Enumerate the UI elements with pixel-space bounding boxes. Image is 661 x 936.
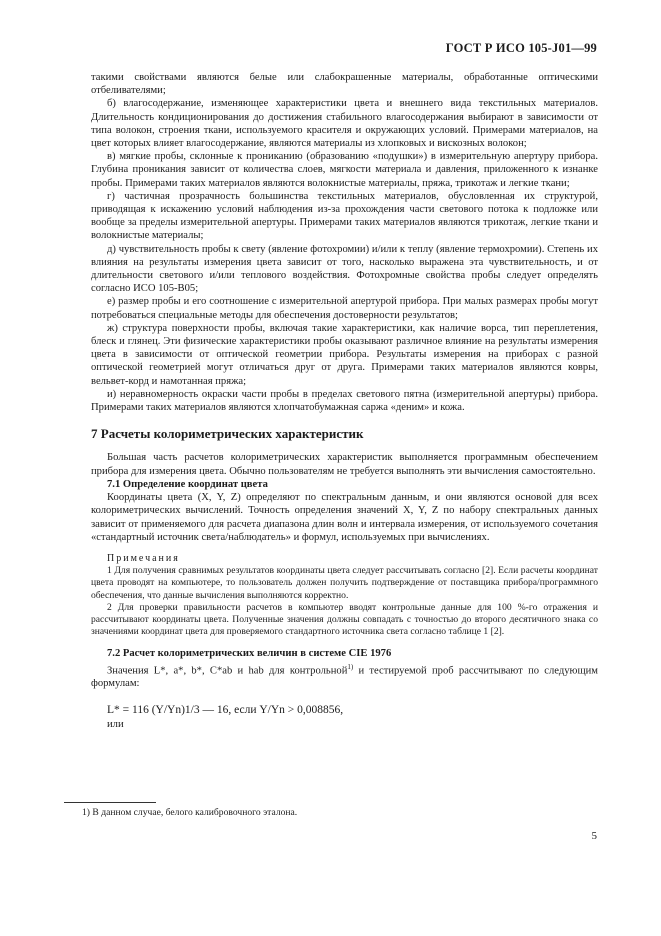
page-number: 5 [591, 830, 597, 842]
subsection-7-1-heading: 7.1 Определение координат цвета [107, 478, 268, 490]
formula-lightness: L* = 116 (Y/Yn)1/3 — 16, если Y/Yn > 0,008856, [107, 704, 344, 717]
formula-or: или [107, 718, 124, 730]
paragraph-v: в) мягкие пробы, склонные к прониканию (образованию «подушки») в измерительную апертуру прибора. Глубина проникания зависит от количества слоев, мягкости материала и давления, приложенного к изнанке пробы. Примерами таких материалов являются волокнистые материалы, пряжа, трикотаж и легкие ткани; [91, 151, 598, 189]
section-7-heading: 7 Расчеты колориметрических характеристик [91, 426, 364, 442]
note-1: 1 Для получения сравнимых результатов координаты цвета следует рассчитывать согласно [2]. Если расчеты координат цвета проводят на компьютере, то пользователь должен получить подтверждение от поставщика прибора/программного обеспечения, что данные вычисления выполняются корректно. [91, 565, 598, 601]
paragraph: такими свойствами являются белые или слабокрашенные материалы, обработанные оптическими отбеливателями; [91, 72, 598, 97]
subsection-7-2-text [91, 661, 598, 691]
subsection-7-1-text: Координаты цвета (X, Y, Z) определяют по спектральным данным, и они являются основой для всех колориметрических вычислений. Точность определения значений X, Y, Z по набору спектральных данных зависит от применяемого для расчета диапазона длин волн и интервала измерения, от используемого сочетания «стандартный источник света/наблюдатель» и формул, используемых при вычислениях. [91, 492, 598, 543]
paragraph-g: г) частичная прозрачность большинства текстильных материалов, обусловленная их структурой, приводящая к искажению условий наблюдения из-за прохождения части светового потока к подложке или вообще за пределы измерительной апертуры. Примерами таких материалов являются трикотаж, легкие ткани и волокнистые материалы; [91, 190, 598, 242]
subsection-7-2-text-a: Значения L*, a*, b*, C*ab и hab для контрольной [107, 665, 348, 677]
footnote: 1) В данном случае, белого калибровочного эталона. [82, 807, 298, 818]
subsection-7-2-heading: 7.2 Расчет колориметрических величин в системе CIE 1976 [107, 648, 392, 660]
paragraph-zh: ж) структура поверхности пробы, включая такие характеристики, как наличие ворса, тип переплетения, блеск и глянец. Эти физические характеристики пробы оказывают различное влияние на результаты измерения цвета в зависимости от оптической геометрии прибора. Результаты измерения на приборах с разной оптической геометрией могут отличаться друг от друга. Примерами таких материалов являются ковры, вельвет-корд и намотанная пряжа; [91, 322, 598, 387]
subsection-7-2-text-b: и тестируемой проб рассчитывают по следующим формулам: [91, 665, 598, 690]
note-2: 2 Для проверки правильности расчетов в компьютер вводят контрольные данные для 100 %-го отражения и рассчитывают координаты цвета. Полученные значения должны совпадать с точностью до второго десятичного знака со значениями координат цвета для проверяемого стандартного источника света согласно таблице 1 [2]. [91, 601, 598, 638]
paragraph-e: е) размер пробы и его соотношение с измерительной апертурой прибора. При малых размерах пробы могут потребоваться специальные методы для обеспечения достоверности результатов; [91, 296, 598, 321]
footnote-ref: 1) [347, 662, 354, 671]
footnote-rule [64, 802, 156, 803]
standard-header: ГОСТ Р ИСО 105-J01—99 [445, 41, 597, 55]
paragraph-d: д) чувствительность пробы к свету (явление фотохромии) и/или к теплу (явление термохромии). Степень их влияния на результаты измерения цвета зависит от того, насколько выражена эта чувствительность, и от длительности светового и/или теплового воздействия. Фотохромные свойства пробы следует определять согласно ИСО 105-B05; [91, 243, 598, 295]
paragraph-i: и) неравномерность окраски части пробы в пределах светового пятна (измерительной апертуры) прибора. Примерами таких материалов являются хлопчатобумажная саржа «деним» и кожа. [91, 388, 598, 414]
section-7-intro: Большая часть расчетов колориметрических характеристик выполняется программным обеспечением прибора для измерения цвета. Обычно пользователям не требуется выполнять эти вычисления самостоятельно. [91, 452, 598, 477]
body-text [91, 71, 598, 731]
paragraph-b: б) влагосодержание, изменяющее характеристики цвета и внешнего вида текстильных материалов. Длительность кондиционирования до достижения стабильного влагосодержания выбирают в зависимости от типа волокон, строения ткани, используемого красителя и окружающих условий. Примерами материалов, на цвет которых влияет влагосодержание, являются материалы из хлопковых и вискозных волокон; [91, 98, 598, 150]
notes-heading: Примечания [107, 552, 180, 564]
